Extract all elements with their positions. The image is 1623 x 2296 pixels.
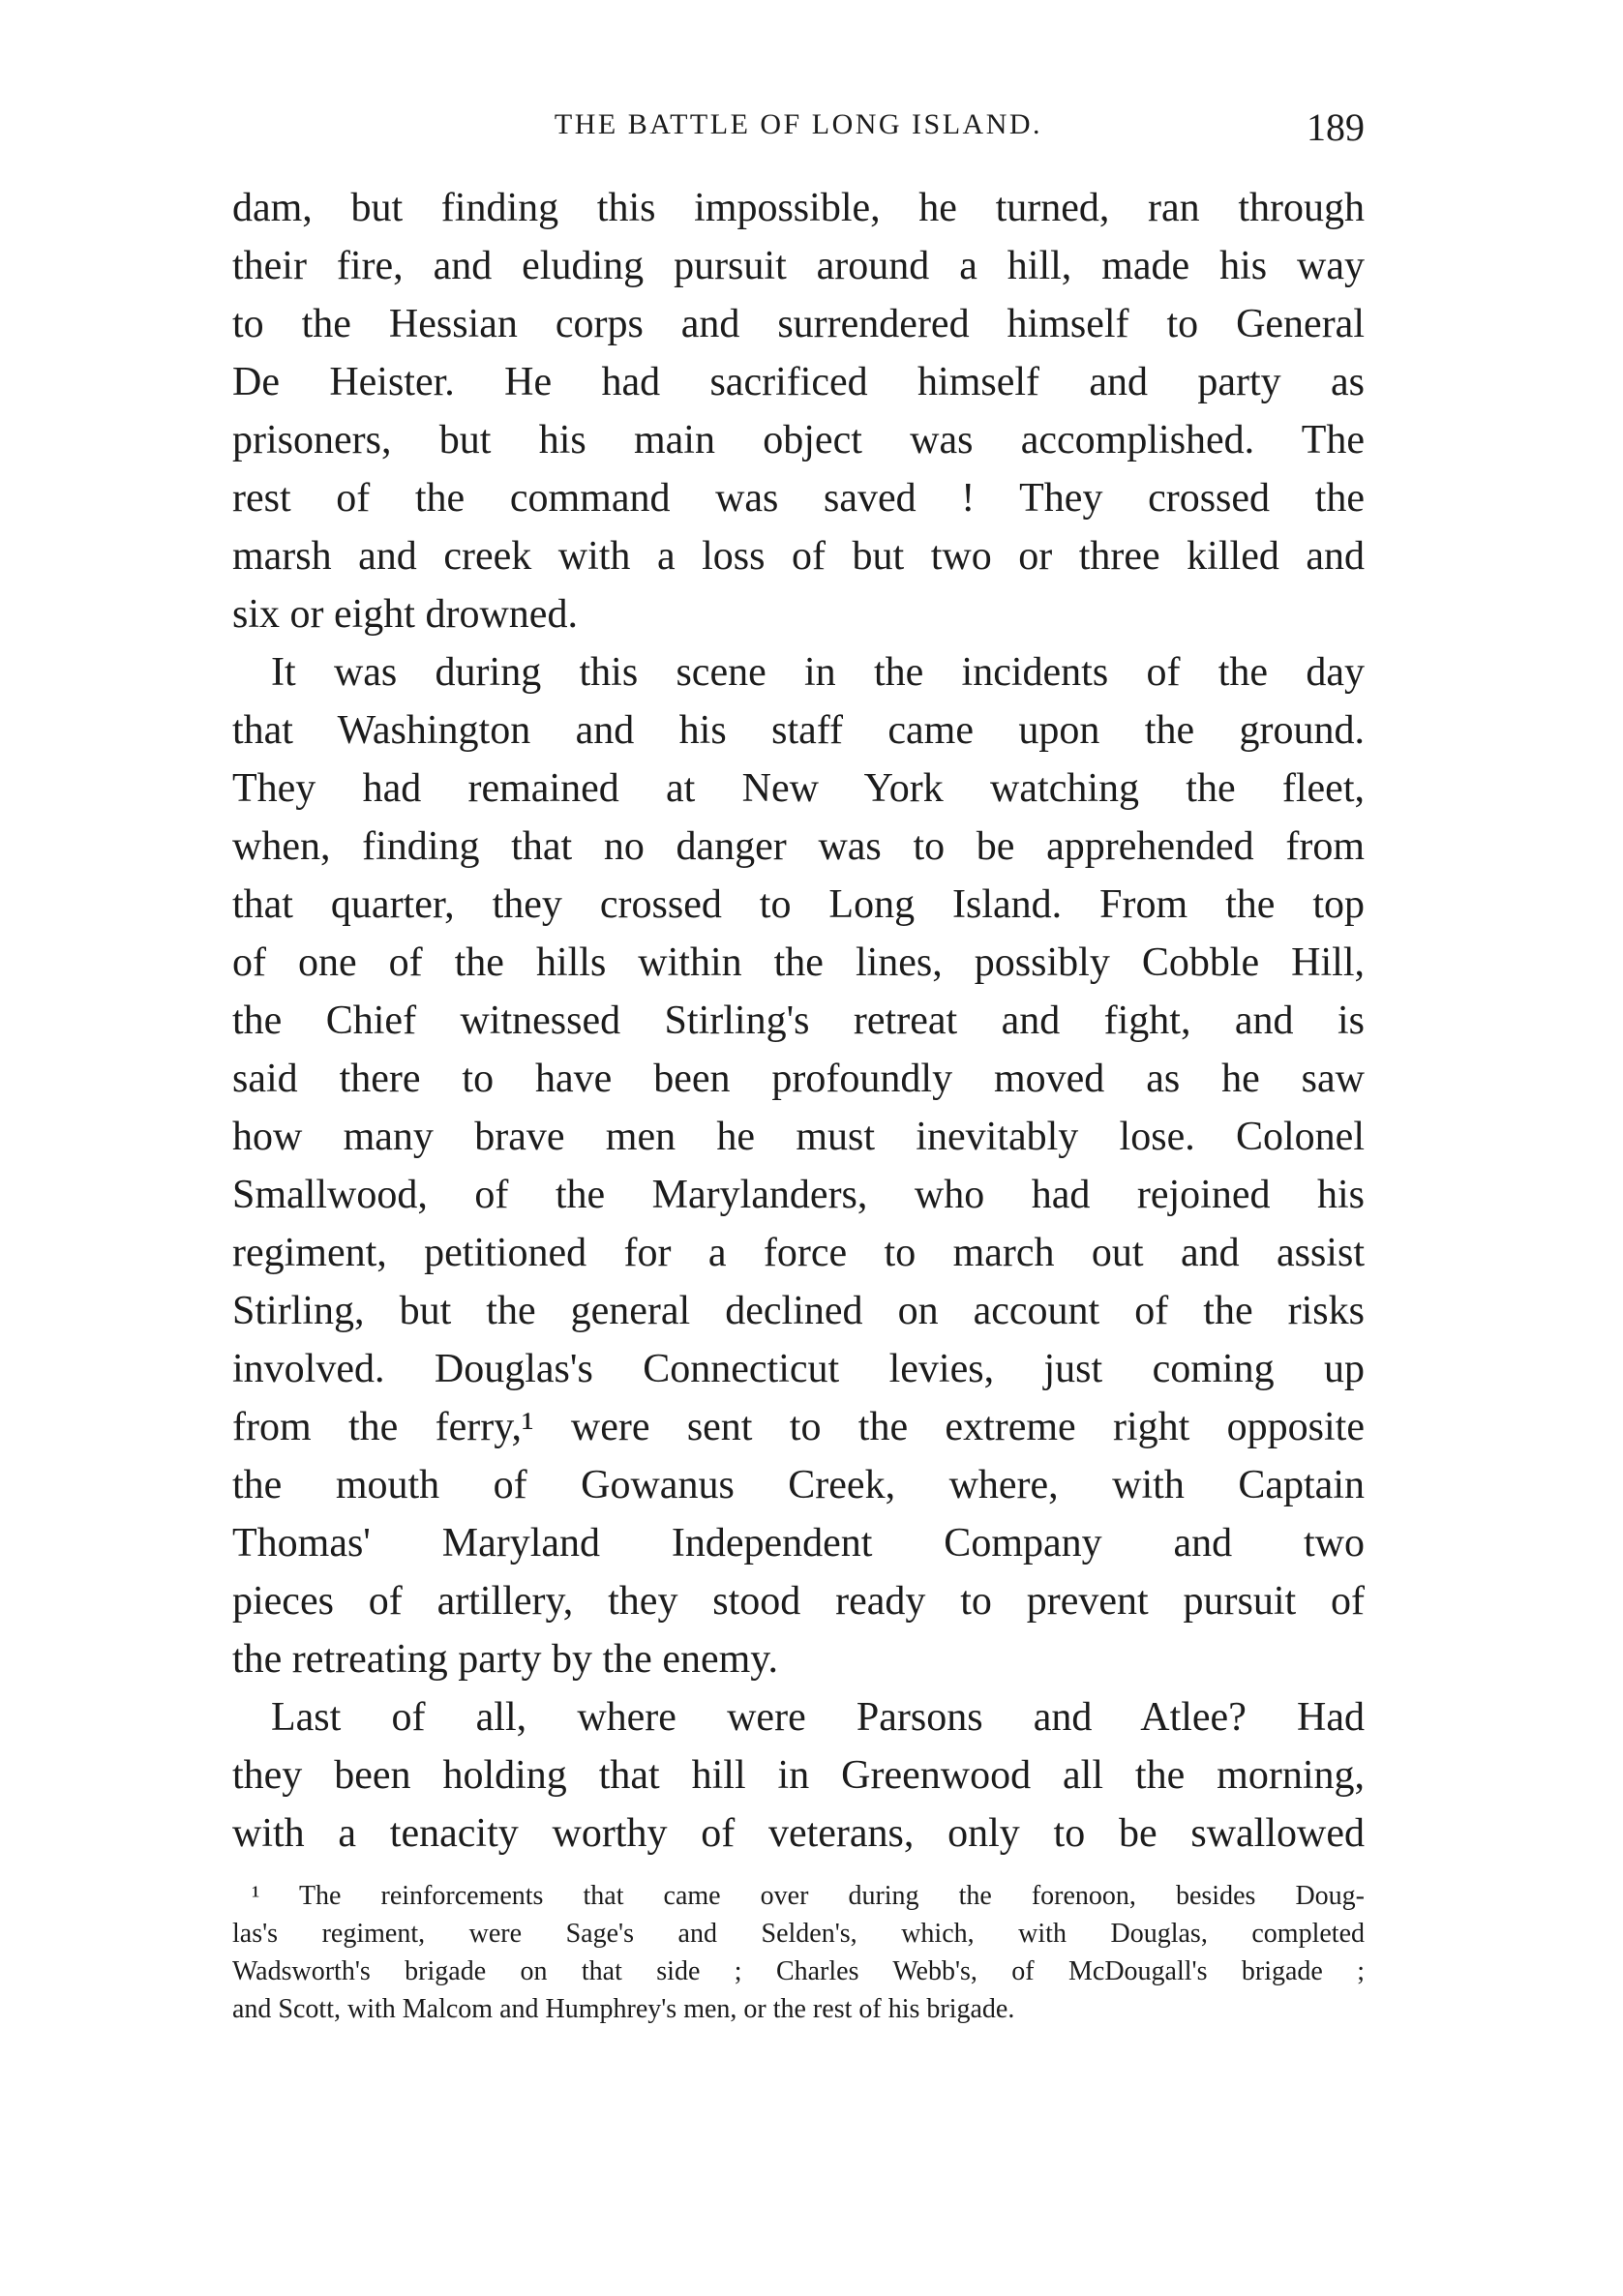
text-line: that Washington and his staff came upon the ground. bbox=[232, 708, 1365, 753]
text-line: they been holding that hill in Greenwood all the morning, bbox=[232, 1753, 1365, 1798]
text-line: said there to have been profoundly moved as he saw bbox=[232, 1057, 1365, 1101]
paragraph-start-line: It was during this scene in the incidents of the day bbox=[271, 650, 1365, 695]
paragraph-start-line: Last of all, where were Parsons and Atlee? Had bbox=[271, 1695, 1365, 1740]
page-number: 189 bbox=[1307, 105, 1365, 149]
text-line: of one of the hills within the lines, possibly Cobble Hill, bbox=[232, 940, 1365, 985]
footnote-line: ¹ The reinforcements that came over during the forenoon, besides Doug- bbox=[252, 1881, 1365, 1911]
running-title: THE BATTLE OF LONG ISLAND. bbox=[554, 108, 1043, 140]
text-line: prisoners, but his main object was accomplished. The bbox=[232, 418, 1365, 462]
text-line: rest of the command was saved ! They crossed the bbox=[232, 476, 1365, 521]
text-line: that quarter, they crossed to Long Island. From the top bbox=[232, 882, 1365, 927]
text-line: De Heister. He had sacrificed himself and party as bbox=[232, 360, 1365, 404]
text-line: to the Hessian corps and surrendered himself to General bbox=[232, 302, 1365, 346]
text-line: pieces of artillery, they stood ready to prevent pursuit of bbox=[232, 1579, 1365, 1624]
text-line: the mouth of Gowanus Creek, where, with Captain bbox=[232, 1463, 1365, 1507]
footnote-line: and Scott, with Malcom and Humphrey's men, or the rest of his brigade. bbox=[232, 1994, 1015, 2024]
text-line: six or eight drowned. bbox=[232, 592, 578, 637]
text-line: They had remained at New York watching the fleet, bbox=[232, 766, 1365, 811]
body-text bbox=[232, 179, 1365, 1863]
text-line: how many brave men he must inevitably lose. Colonel bbox=[232, 1115, 1365, 1159]
text-line: from the ferry,¹ were sent to the extreme right opposite bbox=[232, 1405, 1365, 1449]
text-line: the retreating party by the enemy. bbox=[232, 1637, 779, 1682]
text-line: when, finding that no danger was to be apprehended from bbox=[232, 824, 1365, 869]
text-line: their fire, and eluding pursuit around a hill, made his way bbox=[232, 244, 1365, 288]
text-line: Stirling, but the general declined on account of the risks bbox=[232, 1289, 1365, 1333]
footnote-line: las's regiment, were Sage's and Selden's, which, with Douglas, completed bbox=[232, 1919, 1365, 1949]
text-line: with a tenacity worthy of veterans, only to be swallowed bbox=[232, 1811, 1365, 1856]
footnote-line: Wadsworth's brigade on that side ; Charles Webb's, of McDougall's brigade ; bbox=[232, 1956, 1365, 1986]
text-line: Smallwood, of the Marylanders, who had rejoined his bbox=[232, 1173, 1365, 1217]
text-line: marsh and creek with a loss of but two or three killed and bbox=[232, 534, 1365, 579]
running-header bbox=[232, 106, 1365, 155]
text-line: dam, but finding this impossible, he turned, ran through bbox=[232, 186, 1365, 230]
text-line: regiment, petitioned for a force to march out and assist bbox=[232, 1231, 1365, 1275]
text-line: Thomas' Maryland Independent Company and two bbox=[232, 1521, 1365, 1565]
footnote-block bbox=[232, 1877, 1365, 2028]
text-line: involved. Douglas's Connecticut levies, just coming up bbox=[232, 1347, 1365, 1391]
text-line: the Chief witnessed Stirling's retreat and fight, and is bbox=[232, 999, 1365, 1043]
